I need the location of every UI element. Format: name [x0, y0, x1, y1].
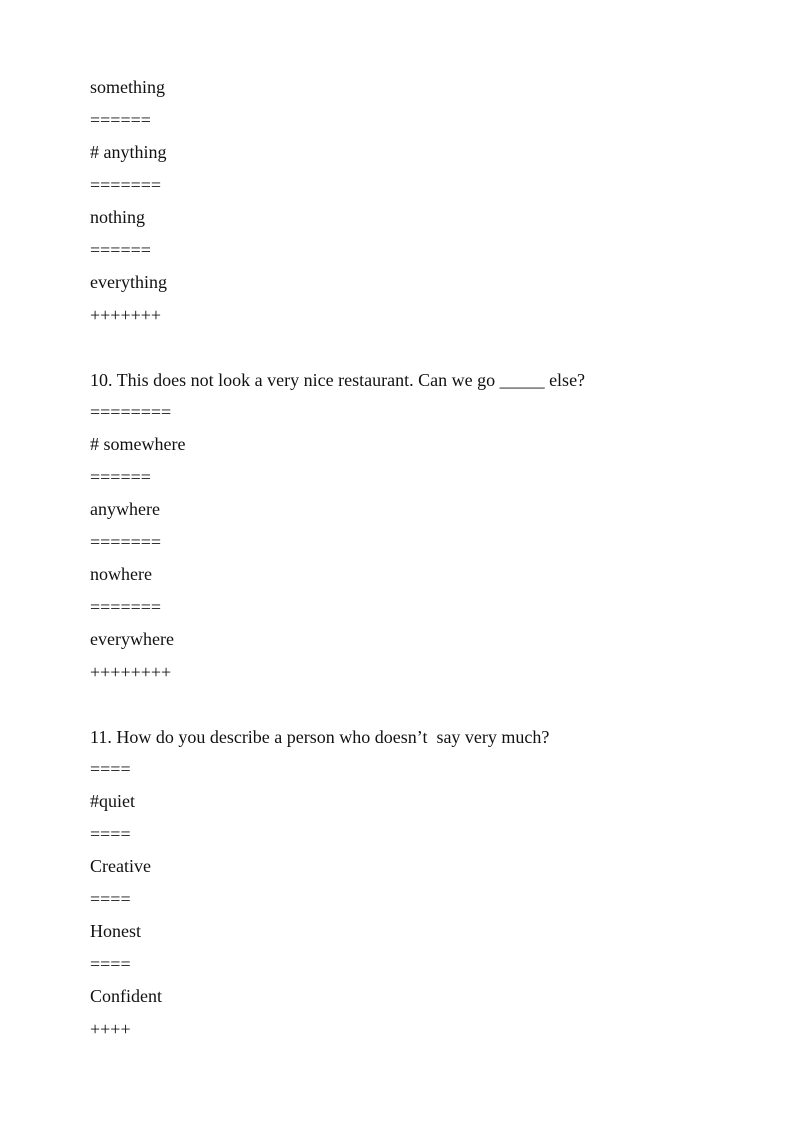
correct-option-text: # somewhere [90, 434, 186, 454]
separator-line: ==== [90, 889, 131, 909]
separator-line: ====== [90, 240, 151, 260]
correct-option-text: #quiet [90, 791, 135, 811]
option-text: Creative [90, 856, 151, 876]
question-11-text: 11. How do you describe a person who doesn’t say very much? [90, 727, 550, 747]
question-end-marker: ++++++++ [90, 662, 172, 682]
question-end-marker: +++++++ [90, 305, 162, 325]
separator-line: ==== [90, 759, 131, 779]
separator-line: ==== [90, 824, 131, 844]
separator-line: ====== [90, 467, 151, 487]
option-text: everything [90, 272, 167, 292]
separator-line: ======= [90, 532, 162, 552]
question-end-marker: ++++ [90, 1019, 131, 1039]
option-text: something [90, 77, 165, 97]
option-text: everywhere [90, 629, 174, 649]
option-text: anywhere [90, 499, 160, 519]
option-text: Honest [90, 921, 141, 941]
separator-line: ======= [90, 597, 162, 617]
option-text: nothing [90, 207, 146, 227]
option-text: Confident [90, 986, 162, 1006]
separator-line: ======= [90, 175, 162, 195]
question-10-text: 10. This does not look a very nice restaurant. Can we go _____ else? [90, 370, 586, 390]
separator-line: ==== [90, 954, 131, 974]
separator-line: ====== [90, 110, 151, 130]
option-text: nowhere [90, 564, 152, 584]
correct-option-text: # anything [90, 142, 167, 162]
separator-line: ======== [90, 402, 172, 422]
